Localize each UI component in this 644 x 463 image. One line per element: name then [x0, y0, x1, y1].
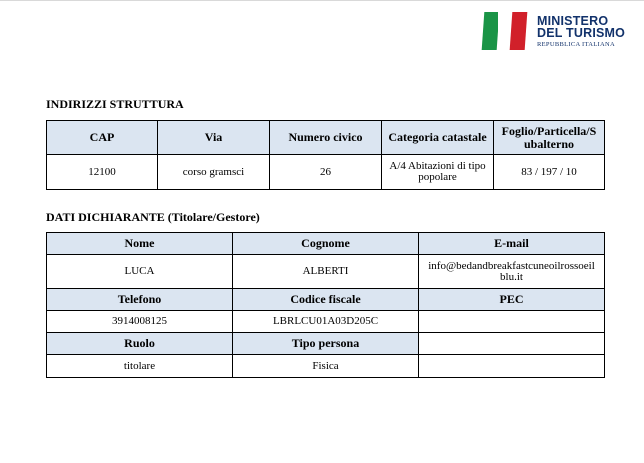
- flag-red-stripe: [510, 12, 528, 50]
- dichiarante-header-row-2: [47, 289, 605, 311]
- dichiarante-header-row-1: [47, 233, 605, 255]
- logo-text: [537, 15, 625, 48]
- header-email: E-mail: [419, 233, 605, 255]
- header-numero-civico: Numero civico: [270, 121, 382, 155]
- header-nome: Nome: [47, 233, 233, 255]
- value-cap: 12100: [47, 155, 158, 190]
- value-ruolo: titolare: [47, 355, 233, 378]
- ministero-logo: [483, 12, 633, 54]
- dichiarante-data-row-2: [47, 311, 605, 333]
- value-pec: [419, 311, 605, 333]
- indirizzi-table: [46, 120, 605, 190]
- header-via: Via: [158, 121, 270, 155]
- value-codice-fiscale: LBRLCU01A03D205C: [233, 311, 419, 333]
- value-categoria-catastale: A/4 Abitazioni di tipo popolare: [382, 155, 494, 190]
- top-divider: [0, 0, 644, 1]
- header-cognome: Cognome: [233, 233, 419, 255]
- value-via: corso gramsci: [158, 155, 270, 190]
- dichiarante-data-row-3: [47, 355, 605, 378]
- dichiarante-table: [46, 232, 605, 378]
- logo-line-3: REPUBBLICA ITALIANA: [537, 41, 615, 48]
- empty-value-cell: [419, 355, 605, 378]
- logo-line-2: DEL TURISMO: [537, 26, 626, 40]
- header-tipo-persona: Tipo persona: [233, 333, 419, 355]
- dichiarante-section-title: DATI DICHIARANTE (Titolare/Gestore): [46, 210, 260, 224]
- indirizzi-data-row: [47, 155, 605, 190]
- empty-cell: [419, 333, 605, 355]
- header-codice-fiscale: Codice fiscale: [233, 289, 419, 311]
- logo-line-1: MINISTERO: [537, 14, 609, 28]
- value-tipo-persona: Fisica: [233, 355, 419, 378]
- header-ruolo: Ruolo: [47, 333, 233, 355]
- header-telefono: Telefono: [47, 289, 233, 311]
- value-telefono: 3914008125: [47, 311, 233, 333]
- header-cap: CAP: [47, 121, 158, 155]
- header-foglio: Foglio/Particella/S ubalterno: [494, 121, 605, 155]
- value-foglio: 83 / 197 / 10: [494, 155, 605, 190]
- value-email: info@bedandbreakfastcuneoilrossoeil blu.it: [419, 255, 605, 289]
- value-numero-civico: 26: [270, 155, 382, 190]
- value-nome: LUCA: [47, 255, 233, 289]
- header-categoria-catastale: Categoria catastale: [382, 121, 494, 155]
- indirizzi-header-row: [47, 121, 605, 155]
- indirizzi-section-title: INDIRIZZI STRUTTURA: [46, 97, 184, 111]
- dichiarante-data-row-1: [47, 255, 605, 289]
- dichiarante-header-row-3: [47, 333, 605, 355]
- value-cognome: ALBERTI: [233, 255, 419, 289]
- flag-green-stripe: [482, 12, 500, 50]
- header-pec: PEC: [419, 289, 605, 311]
